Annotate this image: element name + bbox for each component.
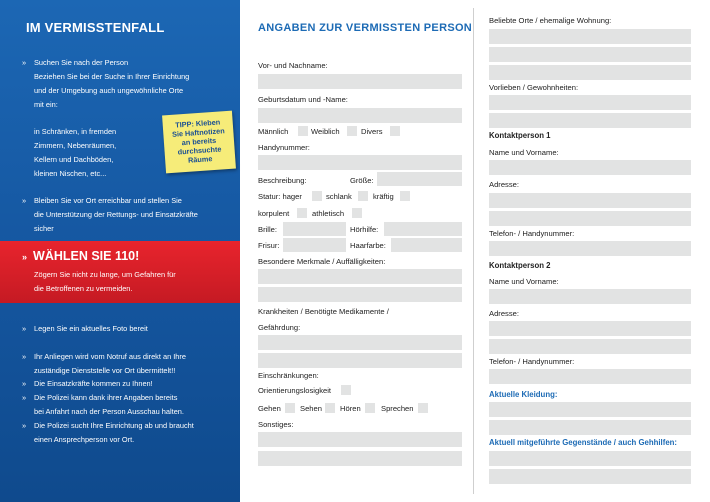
- prefs-label: Vorlieben / Gewohnheiten:: [489, 83, 579, 92]
- contact1-address-field-2[interactable]: [489, 211, 691, 226]
- corpulent-label: korpulent: [258, 209, 290, 218]
- statur-strong-checkbox[interactable]: [400, 191, 410, 201]
- see-checkbox[interactable]: [325, 403, 335, 413]
- other-field-1[interactable]: [258, 432, 462, 447]
- haircolor-label: Haarfarbe:: [350, 241, 386, 250]
- hear-checkbox[interactable]: [365, 403, 375, 413]
- gender-divers-label: Divers: [361, 127, 383, 136]
- instruction-stay: » Bleiben Sie vor Ort erreichbar und stellen Sie die Unterstützung der Rettungs- und Einsatzkräfte sicher: [22, 196, 198, 233]
- illness-field-1[interactable]: [258, 335, 462, 350]
- gender-male-checkbox[interactable]: [298, 126, 308, 136]
- birth-label: Geburtsdatum und -Name:: [258, 95, 348, 104]
- contact2-phone-label: Telefon- / Handynummer:: [489, 357, 575, 366]
- instruction-police-search: » Die Polizei sucht Ihre Einrichtung ab und braucht einen Ansprechperson vor Ort.: [22, 421, 194, 444]
- features-label: Besondere Merkmale / Auffälligkeiten:: [258, 257, 386, 266]
- contact2-address-field-2[interactable]: [489, 339, 691, 354]
- orientation-label: Orientierungslosigkeit: [258, 386, 332, 395]
- gender-divers-checkbox[interactable]: [390, 126, 400, 136]
- speak-checkbox[interactable]: [418, 403, 428, 413]
- instructions-panel: [0, 0, 240, 502]
- name-field[interactable]: [258, 74, 462, 89]
- illness-field-2[interactable]: [258, 353, 462, 368]
- contact2-name-label: Name und Vorname:: [489, 277, 559, 286]
- contact2-phone-field[interactable]: [489, 369, 691, 384]
- prefs-field-1[interactable]: [489, 95, 691, 110]
- instruction-call-forward: » Ihr Anliegen wird vom Notruf aus direkt an Ihre zuständige Dienststelle vor Ort übermittelt!!: [22, 352, 186, 375]
- hearing-field[interactable]: [384, 222, 462, 236]
- other-label: Sonstiges:: [258, 420, 294, 429]
- hairstyle-field[interactable]: [283, 238, 346, 252]
- contact2-name-field[interactable]: [489, 289, 691, 304]
- gender-female-checkbox[interactable]: [347, 126, 357, 136]
- statur-hager-checkbox[interactable]: [312, 191, 322, 201]
- orientation-checkbox[interactable]: [341, 385, 351, 395]
- glasses-label: Brille:: [258, 225, 277, 234]
- features-field-1[interactable]: [258, 269, 462, 284]
- clothing-field-1[interactable]: [489, 402, 691, 417]
- instruction-search: » Suchen Sie nach der Person Beziehen Sie bei der Suche in Ihrer Einrichtung und der Umgebung auch ungewöhnliche Orte mit ein:: [22, 58, 190, 109]
- statur-strong-label: kräftig: [373, 192, 394, 201]
- contact1-address-field-1[interactable]: [489, 193, 691, 208]
- emergency-call-title: WÄHLEN SIE 110!: [33, 249, 140, 263]
- contact2-heading: Kontaktperson 2: [489, 261, 551, 270]
- gender-female-label: Weiblich: [311, 127, 340, 136]
- haircolor-field[interactable]: [391, 238, 462, 252]
- hearing-label: Hörhilfe:: [350, 225, 379, 234]
- contact1-name-label: Name und Vorname:: [489, 148, 559, 157]
- instruction-photo: » Legen Sie ein aktuelles Foto bereit: [22, 324, 148, 333]
- athletic-checkbox[interactable]: [352, 208, 362, 218]
- contact2-address-label: Adresse:: [489, 309, 519, 318]
- corpulent-checkbox[interactable]: [297, 208, 307, 218]
- items-field-1[interactable]: [489, 451, 691, 466]
- clothing-heading: Aktuelle Kleidung:: [489, 390, 558, 399]
- statur-slim-checkbox[interactable]: [358, 191, 368, 201]
- column-divider: [473, 8, 474, 494]
- speak-label: Sprechen: [381, 404, 414, 413]
- contact1-heading: Kontaktperson 1: [489, 131, 551, 140]
- hear-label: Hören: [340, 404, 361, 413]
- see-label: Sehen: [300, 404, 322, 413]
- clothing-field-2[interactable]: [489, 420, 691, 435]
- items-heading: Aktuell mitgeführte Gegenstände / auch Gehhilfen:: [489, 438, 678, 447]
- form-title: ANGABEN ZUR VERMISSTEN PERSON: [258, 22, 473, 34]
- contact1-phone-label: Telefon- / Handynummer:: [489, 229, 575, 238]
- places-field-2[interactable]: [489, 47, 691, 62]
- hairstyle-label: Frisur:: [258, 241, 280, 250]
- other-field-2[interactable]: [258, 451, 462, 466]
- contact1-phone-field[interactable]: [489, 241, 691, 256]
- contact1-address-label: Adresse:: [489, 180, 519, 189]
- birth-field[interactable]: [258, 108, 462, 123]
- features-field-2[interactable]: [258, 287, 462, 302]
- instruction-police-lookout: » Die Polizei kann dank ihrer Angaben bereits bei Anfahrt nach der Person Ausschau halten.: [22, 393, 184, 416]
- gender-male-label: Männlich: [258, 127, 289, 136]
- athletic-label: athletisch: [312, 209, 345, 218]
- contact1-name-field[interactable]: [489, 160, 691, 175]
- prefs-field-2[interactable]: [489, 113, 691, 128]
- emergency-call-banner: » WÄHLEN SIE 110! Zögern Sie nicht zu lange, um Gefahren für die Betroffenen zu vermeiden.: [0, 241, 240, 303]
- statur-label: Statur: hager: [258, 192, 302, 201]
- description-label: Beschreibung:: [258, 176, 307, 185]
- statur-slim-label: schlank: [326, 192, 352, 201]
- instruction-forces-come: » Die Einsatzkräfte kommen zu Ihnen!: [22, 379, 153, 388]
- items-field-2[interactable]: [489, 469, 691, 484]
- walk-label: Gehen: [258, 404, 281, 413]
- contact2-address-field-1[interactable]: [489, 321, 691, 336]
- danger-label: Gefährdung:: [258, 323, 301, 332]
- size-label: Größe:: [350, 176, 374, 185]
- tip-sticky-note: TIPP: Kleben Sie Haftnotizen an bereits durchsuchte Räume: [162, 111, 236, 174]
- panel-title: IM VERMISSTENFALL: [26, 20, 165, 35]
- illness-label: Krankheiten / Benötigte Medikamente /: [258, 307, 389, 316]
- emergency-call-text: Zögern Sie nicht zu lange, um Gefahren für die Betroffenen zu vermeiden.: [34, 270, 176, 293]
- places-label: Beliebte Orte / ehemalige Wohnung:: [489, 16, 612, 25]
- limits-label: Einschränkungen:: [258, 371, 319, 380]
- instruction-search-places: in Schränken, in fremden Zimmern, Nebenräumen, Kellern und Dachböden, kleinen Nischen, etc...: [34, 127, 117, 178]
- places-field-1[interactable]: [489, 29, 691, 44]
- phone-field[interactable]: [258, 155, 462, 170]
- size-field[interactable]: [377, 172, 462, 186]
- phone-label: Handynummer:: [258, 143, 310, 152]
- walk-checkbox[interactable]: [285, 403, 295, 413]
- name-label: Vor- und Nachname:: [258, 61, 328, 70]
- places-field-3[interactable]: [489, 65, 691, 80]
- glasses-field[interactable]: [283, 222, 346, 236]
